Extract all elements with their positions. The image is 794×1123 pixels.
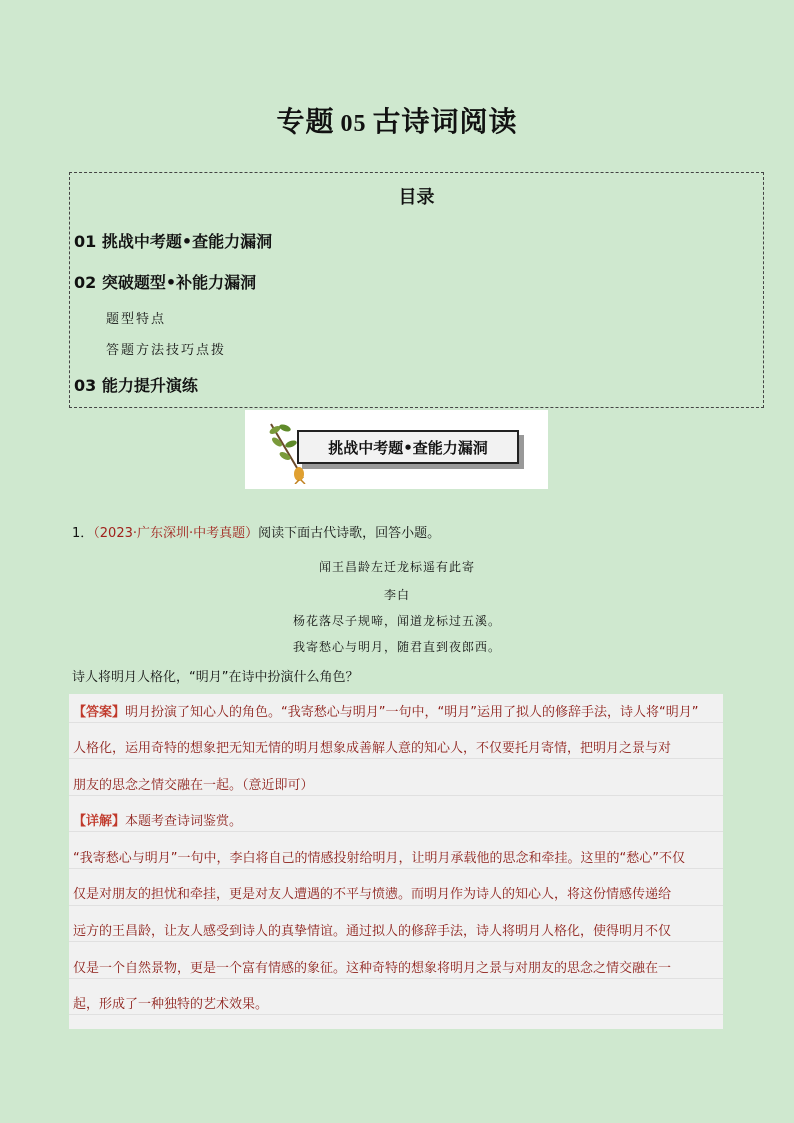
detail-line-2: “我寄愁心与明月”一句中，李白将自己的情感投射给明月，让明月承载他的思念和牵挂。这里的“愁心”不仅 [73,851,685,866]
detail-line-1: 【详解】本题考查诗词鉴赏。 [73,814,243,829]
question-prompt: 诗人将明月人格化，“明月”在诗中扮演什么角色？ [72,670,359,685]
detail-line-6: 起，形成了一种独特的艺术效果。 [73,997,269,1012]
answer-line-1: 【答案】明月扮演了知心人的角色。“我寄愁心与明月”一句中，“明月”运用了拟人的修辞手法，诗人将“明月” [73,705,699,720]
answer-tag: 【答案】 [73,705,126,720]
detail-line-4: 远方的王昌龄，让友人感受到诗人的真挚情谊。通过拟人的修辞手法，诗人将明月人格化，使得明月不仅 [73,924,672,939]
poem-line-1: 杨花落尽子规啼，闻道龙标过五溪。 [292,614,501,628]
answer-line-3: 朋友的思念之情交融在一起。（意近即可） [73,778,314,793]
question-text: 阅读下面古代诗歌，回答小题。 [258,526,441,541]
poem-title: 闻王昌龄左迁龙标遥有此寄 [318,560,475,574]
toc-subitem-features[interactable]: 题型特点 [106,312,167,327]
answer-line-2: 人格化，运用奇特的想象把无知无情的明月想象成善解人意的知心人，不仅要托月寄情，把明月之景与对 [73,741,672,756]
detail-tag: 【详解】 [73,814,126,829]
detail-line-3: 仅是对朋友的担忧和牵挂，更是对友人遭遇的不平与愤懑。而明月作为诗人的知心人，将这份情感传递给 [73,887,672,902]
question-1 [72,522,440,541]
poem-line-2: 我寄愁心与明月，随君直到夜郎西。 [292,640,501,654]
toc-item-02[interactable]: 02 突破题型•补能力漏洞 [74,273,257,292]
banner-label: 挑战中考题•查能力漏洞 [297,430,519,464]
toc-heading: 目录 [398,187,435,208]
answer-panel [69,694,723,1029]
toc-item-03[interactable]: 03 能力提升演练 [74,376,198,395]
question-source: （2023·广东深圳·中考真题） [93,526,259,541]
table-of-contents [69,172,764,408]
section-banner [245,410,548,489]
toc-item-01[interactable]: 01 挑战中考题•查能力漏洞 [74,232,273,251]
poem-author: 李白 [383,588,410,602]
detail-line-5: 仅是一个自然景物，更是一个富有情感的象征。这种奇特的想象将明月之景与对朋友的思念之情交融在一 [73,961,672,976]
question-number: 1． [72,526,94,541]
title-suffix: 古诗词阅读 [372,105,518,138]
toc-subitem-methods[interactable]: 答题方法技巧点拨 [106,343,227,358]
title-prefix: 专题 [276,105,335,138]
page-title [0,100,794,140]
title-number: 05 [340,111,367,137]
